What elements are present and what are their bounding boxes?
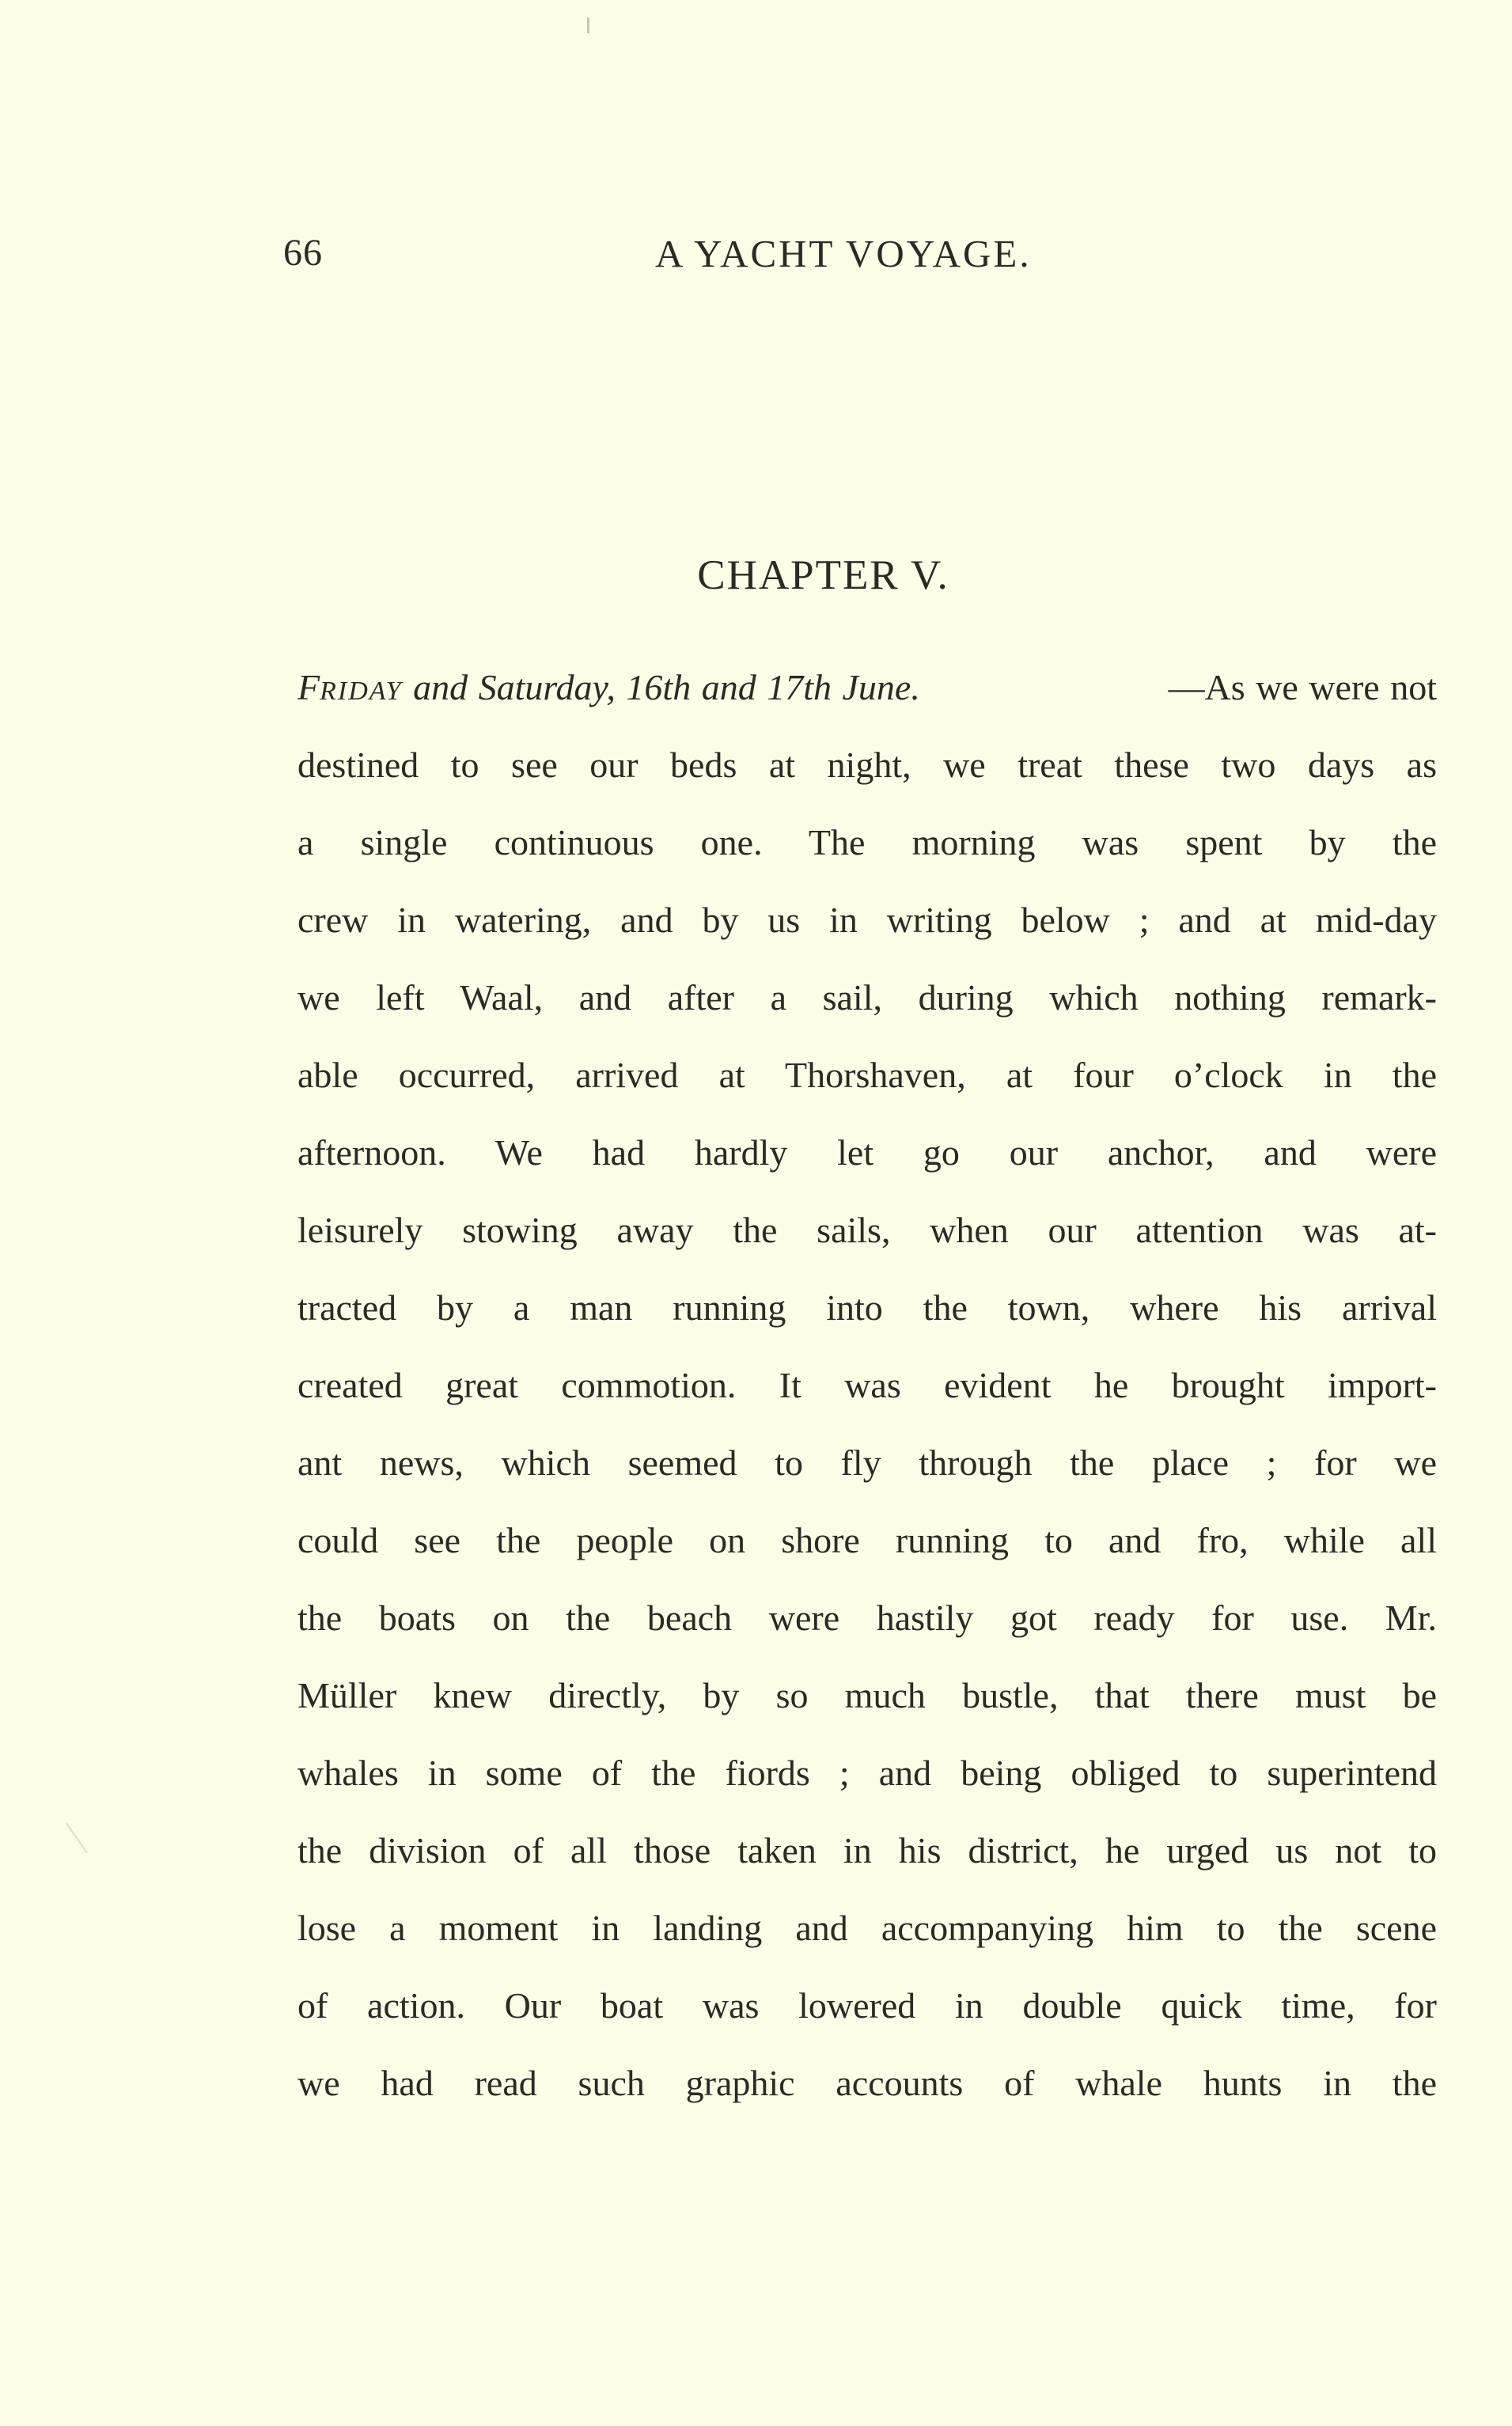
text-line: Müller knew directly, by so much bustle, that there must be [297, 1675, 1437, 1715]
date-heading [297, 658, 920, 721]
paper-speck [587, 17, 589, 33]
running-head [283, 231, 1438, 286]
text-line: afternoon. We had hardly let go our anchor, and were [297, 1132, 1437, 1173]
date-range: 16th and 17th June. [626, 667, 920, 707]
chapter-heading: CHAPTER V. [697, 552, 949, 598]
text-line: able occurred, arrived at Thorshaven, at four o’clock in the [297, 1055, 1437, 1095]
page-number: 66 [283, 232, 323, 274]
day-first-letter: F [297, 667, 320, 707]
text-line: ant news, which seemed to fly through the place ; for we [297, 1442, 1437, 1483]
text-line: could see the people on shore running to and fro, while all [297, 1520, 1437, 1560]
text-line: destined to see our beds at night, we treat these two days as [297, 745, 1437, 785]
text-line: the boats on the beach were hastily got ready for use. Mr. [297, 1598, 1437, 1638]
text-line: a single continuous one. The morning was spent by the [297, 822, 1437, 862]
and-saturday: and Saturday, [413, 667, 616, 707]
text-line: we left Waal, and after a sail, during which nothing remark- [297, 977, 1437, 1018]
text-line: crew in watering, and by us in writing below ; and at mid-day [297, 900, 1437, 940]
text-line: we had read such graphic accounts of whale hunts in the [297, 2063, 1437, 2103]
running-title: A YACHT VOYAGE. [655, 232, 1032, 275]
text-line: the division of all those taken in his district, he urged us not to [297, 1830, 1437, 1871]
text-line-opening [297, 658, 1437, 736]
chapter-body [297, 658, 1437, 2132]
text-line: lose a moment in landing and accompanying him to the scene [297, 1908, 1437, 1948]
text-line: of action. Our boat was lowered in double quick time, for [297, 1985, 1437, 2026]
text-line: whales in some of the fiords ; and being obliged to superintend [297, 1753, 1437, 1793]
text-line: leisurely stowing away the sails, when our attention was at- [297, 1210, 1437, 1250]
opening-text: —As we were not [1168, 667, 1437, 707]
text-line: created great commotion. It was evident he brought import- [297, 1365, 1437, 1405]
text-line: tracted by a man running into the town, where his arrival [297, 1287, 1437, 1328]
paper-speck [66, 1823, 88, 1854]
day-rest: RIDAY [320, 677, 403, 706]
